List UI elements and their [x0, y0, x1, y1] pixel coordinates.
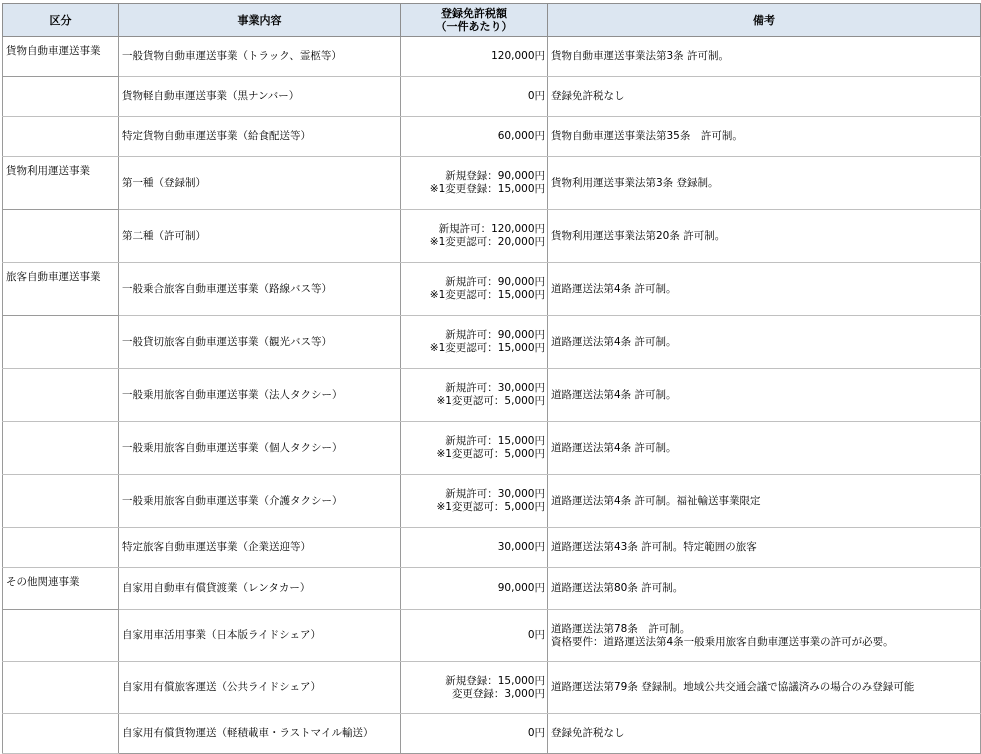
business-cell: 特定貨物自動車運送事業（給食配送等）	[119, 117, 401, 157]
business-cell: 一般貨物自動車運送事業（トラック、霊柩等）	[119, 37, 401, 77]
table-row	[3, 369, 981, 422]
header-business: 事業内容	[119, 4, 401, 37]
notes-cell	[548, 662, 981, 714]
table-row	[3, 316, 981, 369]
fee-line: 変更登録：3,000円	[451, 687, 545, 700]
fee-cell	[401, 528, 548, 568]
table-row	[3, 37, 981, 77]
notes-cell	[548, 157, 981, 210]
fee-line: 新規許可：15,000円	[445, 435, 545, 447]
category-cell	[3, 117, 119, 157]
category-cell	[3, 77, 119, 117]
fee-line: ※1変更認可：5,000円	[436, 395, 545, 407]
category-cell	[3, 610, 119, 662]
header-fee-line1: 登録免許税額	[441, 7, 507, 20]
notes-line: 道路運送法第80条 許可制。	[551, 582, 684, 594]
license-tax-table	[2, 3, 981, 754]
business-cell: 一般乗用旅客自動車運送事業（個人タクシー）	[119, 422, 401, 475]
notes-line: 道路運送法第4条 許可制。	[551, 388, 677, 401]
category-cell	[3, 475, 119, 528]
notes-cell	[548, 263, 981, 316]
fee-cell	[401, 37, 548, 77]
fee-line: 新規許可：30,000円	[445, 488, 545, 500]
notes-cell	[548, 475, 981, 528]
notes-cell	[548, 37, 981, 77]
business-cell: 一般貸切旅客自動車運送事業（観光バス等）	[119, 316, 401, 369]
header-fee	[401, 4, 548, 37]
business-cell: 一般乗合旅客自動車運送事業（路線バス等）	[119, 263, 401, 316]
category-cell: 貨物利用運送事業	[3, 157, 119, 210]
notes-cell	[548, 610, 981, 662]
fee-line: 新規許可：120,000円	[438, 223, 545, 235]
business-cell: 一般乗用旅客自動車運送事業（法人タクシー）	[119, 369, 401, 422]
fee-line: ※1変更認可：5,000円	[436, 448, 545, 460]
notes-cell	[548, 316, 981, 369]
fee-line: 120,000円	[491, 50, 545, 62]
category-cell: 旅客自動車運送事業	[3, 263, 119, 316]
table-row	[3, 422, 981, 475]
fee-cell	[401, 422, 548, 475]
category-cell	[3, 662, 119, 714]
table-row	[3, 117, 981, 157]
category-cell	[3, 316, 119, 369]
header-fee-line2: （一件あたり）	[435, 20, 513, 33]
category-cell	[3, 422, 119, 475]
category-cell: 貨物自動車運送事業	[3, 37, 119, 77]
fee-cell	[401, 662, 548, 714]
fee-line: 新規許可：90,000円	[445, 276, 545, 288]
fee-line: ※1変更認可：15,000円	[429, 289, 545, 301]
category-cell	[3, 528, 119, 568]
category-cell: その他関連事業	[3, 568, 119, 610]
fee-cell	[401, 157, 548, 210]
notes-line: 道路運送法第4条 許可制。	[551, 441, 677, 454]
table-row	[3, 157, 981, 210]
notes-line: 登録免許税なし	[551, 90, 625, 102]
business-cell: 貨物軽自動車運送事業（黒ナンバー）	[119, 77, 401, 117]
notes-line: 登録免許税なし	[551, 727, 625, 739]
fee-cell	[401, 316, 548, 369]
notes-cell	[548, 117, 981, 157]
notes-line: 道路運送法第79条 登録制。地域公共交通会議で協議済みの場合のみ登録可能	[551, 681, 915, 693]
fee-line: 0円	[527, 727, 545, 739]
notes-cell	[548, 77, 981, 117]
business-cell: 特定旅客自動車運送事業（企業送迎等）	[119, 528, 401, 568]
notes-line: 貨物利用運送事業法第20条 許可制。	[551, 229, 726, 242]
fee-line: 0円	[527, 90, 545, 102]
fee-cell	[401, 117, 548, 157]
fee-line: 30,000円	[497, 541, 545, 553]
fee-cell	[401, 714, 548, 754]
table-row	[3, 662, 981, 714]
notes-cell	[548, 422, 981, 475]
table-row	[3, 568, 981, 610]
header-category: 区分	[3, 4, 119, 37]
table-row	[3, 528, 981, 568]
notes-line: 道路運送法第43条 許可制。特定範囲の旅客	[551, 541, 757, 553]
business-cell: 自家用有償旅客運送（公共ライドシェア）	[119, 662, 401, 714]
fee-cell	[401, 610, 548, 662]
fee-line: 新規登録：15,000円	[445, 674, 545, 687]
notes-line: 貨物利用運送事業法第3条 登録制。	[551, 176, 719, 189]
fee-cell	[401, 263, 548, 316]
table-row	[3, 610, 981, 662]
fee-cell	[401, 568, 548, 610]
fee-cell	[401, 210, 548, 263]
table-row	[3, 263, 981, 316]
business-cell: 自家用自動車有償貸渡業（レンタカー）	[119, 568, 401, 610]
notes-cell	[548, 210, 981, 263]
notes-line: 貨物自動車運送事業法第3条 許可制。	[551, 50, 730, 62]
category-cell	[3, 714, 119, 754]
fee-line: ※1変更登録：15,000円	[429, 183, 545, 195]
fee-line: ※1変更認可：5,000円	[436, 501, 545, 513]
fee-line: ※1変更認可：20,000円	[429, 236, 545, 248]
header-notes: 備考	[548, 4, 981, 37]
fee-cell	[401, 475, 548, 528]
fee-line: 新規許可：30,000円	[445, 382, 545, 394]
header-row	[3, 4, 981, 37]
table-row	[3, 714, 981, 754]
notes-line: 道路運送法第4条 許可制。福祉輸送事業限定	[551, 494, 761, 507]
fee-line: 新規許可：90,000円	[445, 329, 545, 341]
category-cell	[3, 210, 119, 263]
table-row	[3, 77, 981, 117]
notes-line: 道路運送法第78条 許可制。	[551, 622, 691, 635]
business-cell: 第一種（登録制）	[119, 157, 401, 210]
notes-line: 貨物自動車運送事業法第35条 許可制。	[551, 130, 743, 142]
notes-line: 道路運送法第4条 許可制。	[551, 282, 677, 295]
notes-cell	[548, 568, 981, 610]
fee-cell	[401, 77, 548, 117]
notes-line: 資格要件：道路運送法第4条一般乗用旅客自動車運送事業の許可が必要。	[551, 635, 894, 648]
notes-line: 道路運送法第4条 許可制。	[551, 335, 677, 348]
fee-line: ※1変更認可：15,000円	[429, 342, 545, 354]
notes-cell	[548, 369, 981, 422]
business-cell: 自家用有償貨物運送（軽積載車・ラストマイル輸送）	[119, 714, 401, 754]
fee-cell	[401, 369, 548, 422]
fee-line: 新規登録：90,000円	[445, 170, 545, 182]
fee-line: 90,000円	[497, 582, 545, 594]
table-row	[3, 210, 981, 263]
table-row	[3, 475, 981, 528]
business-cell: 第二種（許可制）	[119, 210, 401, 263]
fee-line: 0円	[527, 629, 545, 641]
notes-cell	[548, 714, 981, 754]
category-cell	[3, 369, 119, 422]
fee-line: 60,000円	[497, 130, 545, 142]
business-cell: 自家用車活用事業（日本版ライドシェア）	[119, 610, 401, 662]
business-cell: 一般乗用旅客自動車運送事業（介護タクシー）	[119, 475, 401, 528]
notes-cell	[548, 528, 981, 568]
